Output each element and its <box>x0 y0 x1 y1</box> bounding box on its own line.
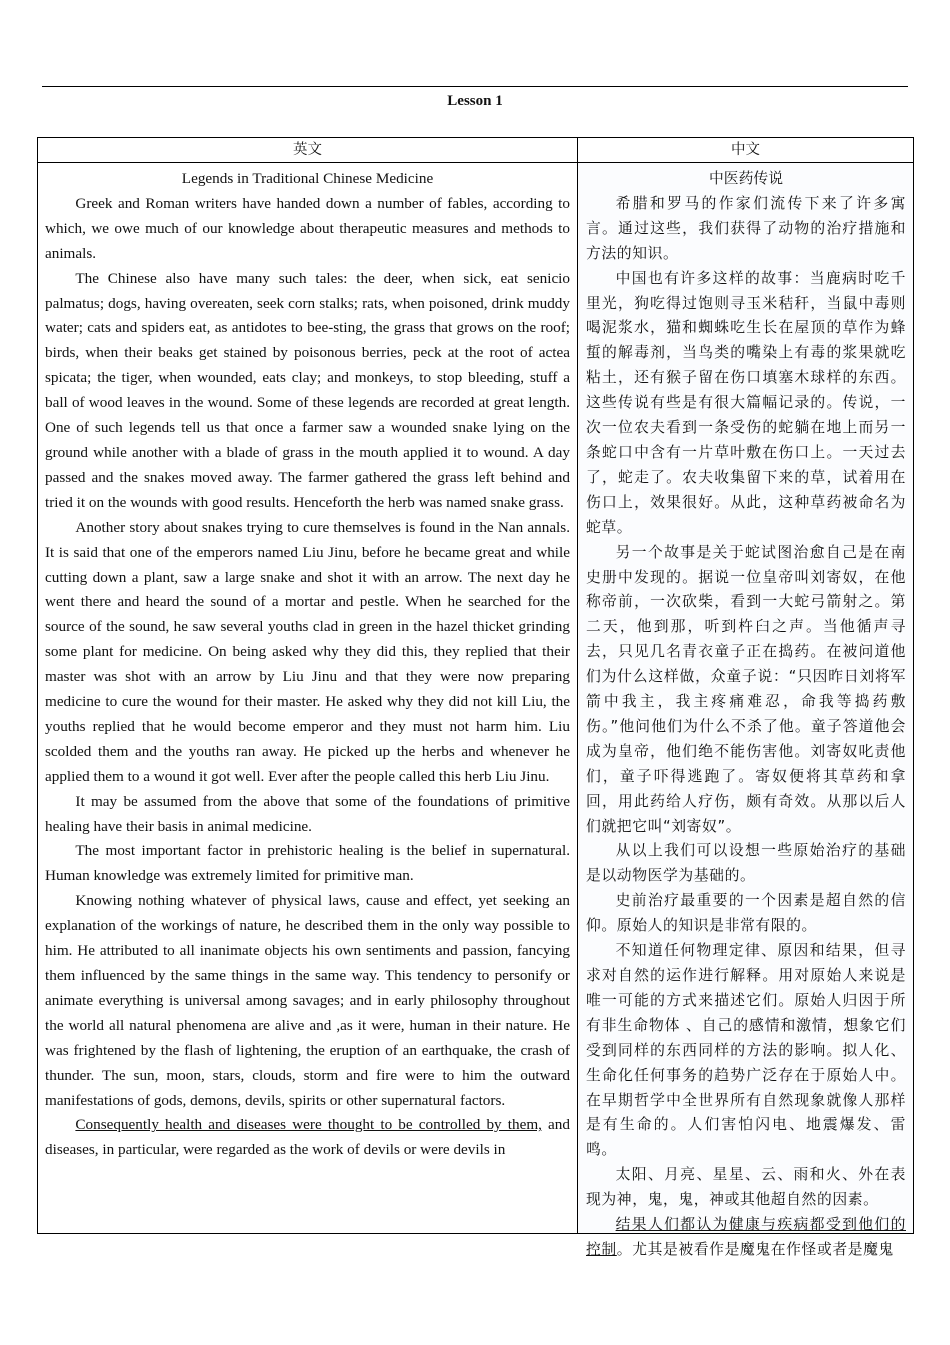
chinese-column-header: 中文 <box>578 138 914 163</box>
chinese-paragraph: 中国也有许多这样的故事：当鹿病时吃千里光，狗吃得过饱则寻玉米秸秆，当鼠中毒则喝泥浆水，猫和蜘蛛吃生长在屋顶的草作为蜂蜇的解毒剂，当鸟类的嘴染上有毒的浆果就吃粘土，还有猴子留在伤口填塞木球样的东西。这些传说有些是有很大篇幅记录的。传说，一次一位农夫看到一条受伤的蛇躺在地上而另一条蛇口中含有一片草叶敷在伤口上。一天过去了，蛇走了。农夫收集留下来的草，试着用在伤口上，效果很好。从此，这种草药被命名为蛇草。 <box>586 269 906 536</box>
chinese-paragraph: 另一个故事是关于蛇试图治愈自己是在南史册中发现的。据说一位皇帝叫刘寄奴，在他称帝前，一次砍柴，看到一大蛇弓箭射之。第二天，他到那，听到杵臼之声。当他循声寻去，只见几名青衣童子正在捣药。在被问道他们为什么这样做，众童子说：“只因昨日刘将军箭中我主，我主疼痛难忍，命我等捣药敷伤。”他问他们为什么不杀了他。童子答道他会成为皇帝，他们绝不能伤害他。刘寄奴叱责他们，童子吓得逃跑了。寄奴便将其草药和拿回，用此药给人疗伤，颇有奇效。从那以后人们就把它叫“刘寄奴”。 <box>586 543 906 835</box>
chinese-paragraph: 不知道任何物理定律、原因和结果，但寻求对自然的运作进行解释。用对原始人来说是唯一可能的方式来描述它们。原始人归因于所有非生命物体 、自己的感情和激情，想象它们受到同样的东西同样的方法的影响。拟人化、生命化任何事务的趋势广泛存在于原始人中。在早期哲学中全世界所有自然现象就像人那样是有生命的。人们害怕闪电、地震爆发、雷鸣。 <box>586 942 906 1159</box>
chinese-underlined-phrase: 结果人们都认为健康与疾病都受到他们的控制 <box>586 1216 906 1258</box>
chinese-article-title: 中医药传说 <box>709 170 783 187</box>
english-underlined-phrase: Consequently health and diseases were thought to be controlled by them, <box>75 1116 542 1134</box>
chinese-paragraph: 史前治疗最重要的一个因素是超自然的信仰。原始人的知识是非常有限的。 <box>586 892 906 935</box>
chinese-paragraph-last <box>586 1213 906 1263</box>
header-row <box>38 138 914 163</box>
top-rule <box>42 86 908 87</box>
english-article-title: Legends in Traditional Chinese Medicine <box>181 170 434 187</box>
lesson-title: Lesson 1 <box>447 93 503 109</box>
bilingual-table <box>37 137 914 1258</box>
english-column-header: 英文 <box>38 138 578 163</box>
chinese-paragraph: 太阳、月亮、星星、云、雨和火、外在表现为神，鬼，鬼，神或其他超自然的因素。 <box>586 1166 906 1209</box>
english-paragraph-continuation: and diseases, in particular, were regarded as the work of devils or were devils in <box>45 1116 570 1159</box>
english-text-cell <box>38 163 578 1234</box>
english-paragraph: The most important factor in prehistoric healing is the belief in supernatural. Human knowledge was extremely limited for primitive man. <box>45 842 570 885</box>
english-paragraph: Greek and Roman writers have handed down a number of fables, according to which, we owe much of our knowledge about therapeutic measures and methods to animals. <box>45 194 570 262</box>
english-paragraph-last <box>45 1113 570 1163</box>
english-paragraph: It may be assumed from the above that some of the foundations of primitive healing have their basis in animal medicine. <box>45 792 570 835</box>
chinese-paragraph: 从以上我们可以设想一些原始治疗的基础是以动物医学为基础的。 <box>586 842 906 885</box>
english-paragraph: The Chinese also have many such tales: the deer, when sick, eat senicio palmatus; dogs, having overeaten, seek corn stalks; rats, when poisoned, drink muddy water; cats and spiders eat, as antidotes to bee-sting, the grass that grows on the roof; birds, when their beaks get stained by poisonous berries, peck at the root of actea spicata; the tiger, when wounded, eats clay; and monkeys, to stop bleeding, stuff a ball of wood leaves in the wound. Some of these legends are recorded at great length. One of such legends tell us that once a farmer saw a wounded snake lying on the ground while another with a blade of grass in the mouth applied it to wound. A day passed and the snakes moved away. The farmer gathered the grass left behind and tried it on the wounds with good results. Henceforth the herb was named snake grass. <box>45 269 570 511</box>
chinese-paragraph: 希腊和罗马的作家们流传下来了许多寓言。通过这些，我们获得了动物的治疗措施和方法的知识。 <box>586 194 906 262</box>
content-row <box>38 163 914 1234</box>
english-paragraph: Knowing nothing whatever of physical laws, cause and effect, yet seeking an explanation of the workings of nature, he described them in the only way possible to him. He attributed to all inanimate objects his own sentiments and passion, fancying them influenced by the same things in the same way. This tendency to personify or animate everything is universal among savages; and in early philosophy throughout the world all natural phenomena are alive and ,as it were, human in their nature. He was frightened by the flash of lightening, the eruption of an earthquake, the crash of thunder. The sun, moon, stars, clouds, storm and fire were to him the outward manifestations of gods, demons, devils, spirits or other supernatural factors. <box>45 892 570 1109</box>
chinese-paragraph-continuation: 。尤其是被看作是魔鬼在作怪或者是魔鬼 <box>616 1240 894 1258</box>
chinese-text-cell <box>578 163 914 1258</box>
english-paragraph: Another story about snakes trying to cure themselves is found in the Nan annals. It is said that one of the emperors named Liu Jinu, before he became great and while cutting down a plant, saw a large snake and shot it with an arrow. The next day he went there and heard the sound of a mortar and pestle. When he searched for the source of the sound, he saw several youths clad in green in the hazel thicket grinding some plant for medicine. On being asked why they did this, they replied that their master was shot with an arrow by Liu Jinu and that they were now preparing medicine to cure the wound for their master. He asked why they did not kill Liu, the youths replied that he would become emperor and they must not harm him. Liu scolded them and the youths ran away. He picked up the herbs and whenever he applied them to a wound it got well. Ever after the people called this herb Liu Jinu. <box>45 518 570 785</box>
